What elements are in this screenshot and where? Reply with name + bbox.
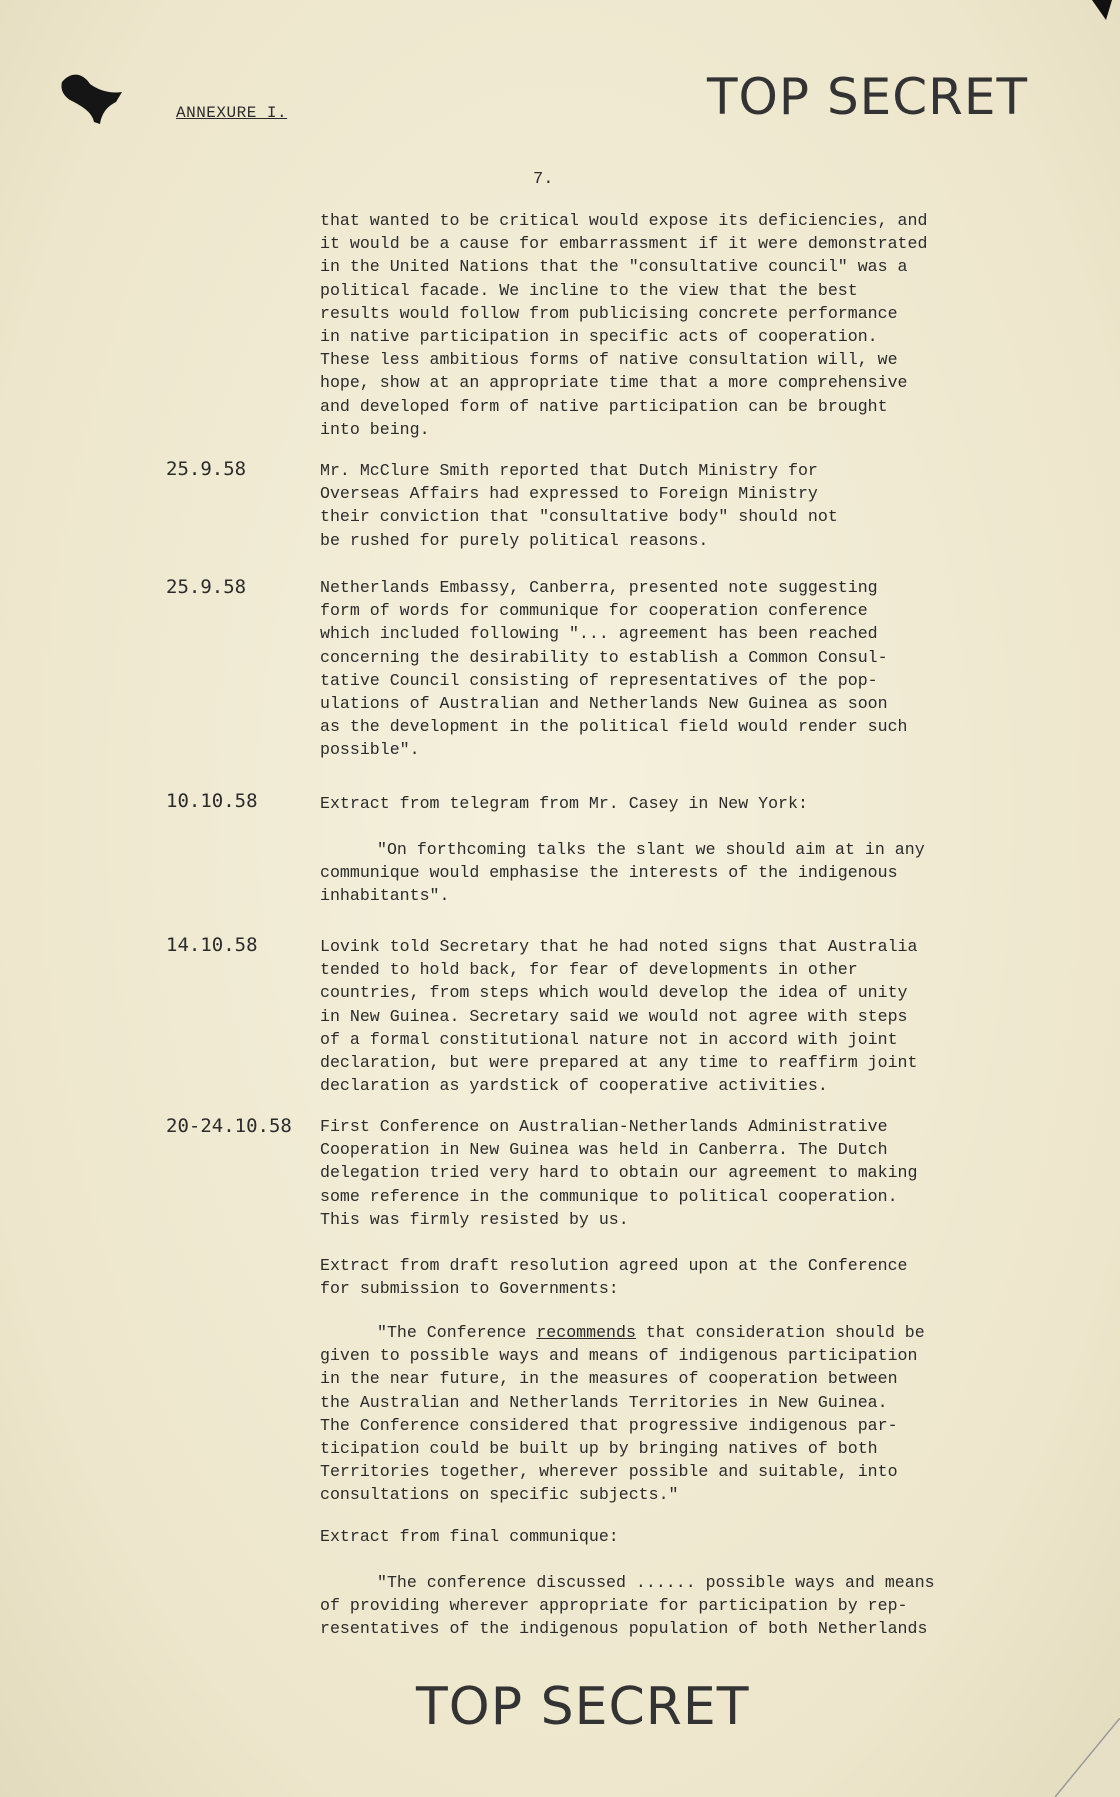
entry-text: Extract from telegram from Mr. Casey in New York: (320, 794, 808, 813)
underlined-word: recommends (536, 1323, 636, 1342)
page-number: 7. (533, 170, 554, 189)
intro-paragraph: that wanted to be critical would expose its deficiencies, and it would be a cause for embarrassment if it were demonstrated in the United Nations that the "consultative council" was a political facade. We incline to the view that the best results would follow from publicising concrete performance in native participation in specific acts of cooperation. These less ambitious forms of native consultation will, we hope, show at an appropriate time that a more comprehensive and developed form of native participation can be brought into being. (320, 211, 928, 439)
extract-intro: Extract from final communique: (320, 1527, 619, 1546)
entry-text: Lovink told Secretary that he had noted signs that Australia tended to hold back, for fear of developments in other countries, from steps which would develop the idea of unity in New Guinea. Secretary said we would not agree with steps of a formal constitutional nature not in accord with joint declaration, but were prepared at any time to reaffirm joint declaration as yardstick of cooperative activities. (320, 937, 918, 1096)
folded-corner-icon (1055, 1718, 1120, 1797)
ink-blot-icon (58, 68, 128, 126)
telegram-quote: "On forthcoming talks the slant we should aim at in any communique would emphasise the interests of the indigenous inhabitants". (320, 840, 925, 906)
entry-date: 25.9.58 (166, 458, 247, 480)
entry-date: 14.10.58 (166, 934, 258, 956)
classification-stamp-bottom: TOP SECRET (416, 1677, 750, 1737)
entry-date: 25.9.58 (166, 576, 247, 598)
entry-text: Mr. McClure Smith reported that Dutch Ministry for Overseas Affairs had expressed to Foreign Ministry their conviction that "consultative body" should not be rushed for purely political reasons. (320, 461, 838, 550)
corner-mark-icon (1090, 0, 1114, 22)
classification-stamp-top: TOP SECRET (707, 68, 1029, 126)
extract-intro: Extract from draft resolution agreed upon at the Conference for submission to Governments: (320, 1256, 908, 1299)
entry-text: First Conference on Australian-Netherlands Administrative Cooperation in New Guinea was held in Canberra. The Dutch delegation tried very hard to obtain our agreement to making some reference in the communique to political cooperation. This was firmly resisted by us. (320, 1117, 918, 1229)
communique-quote: "The conference discussed ...... possible ways and means of providing wherever appropriate for participation by rep- resentatives of the indigenous population of both Netherlands (320, 1573, 935, 1639)
resolution-quote: "The Conference recommends that consideration should be given to possible ways and means of indigenous participation in the near future, in the measures of cooperation between the Australian and Netherlands Territories in New Guinea. The Conference considered that progressive indigenous par- ticipation could be built up by bringing natives of both Territories together, wherever possible and suitable, into consultations on specific subjects." (320, 1323, 925, 1505)
annexure-label: ANNEXURE I. (176, 104, 288, 122)
entry-text: Netherlands Embassy, Canberra, presented note suggesting form of words for communique for cooperation conference which included following "... agreement has been reached concerning the desirability to establish a Common Consul- tative Council consisting of representatives of the pop- ulations of Australian and Netherlands New Guinea as soon as the development in the political field would render such possible". (320, 578, 908, 760)
entry-date: 20-24.10.58 (166, 1115, 292, 1137)
entry-date: 10.10.58 (166, 790, 258, 812)
